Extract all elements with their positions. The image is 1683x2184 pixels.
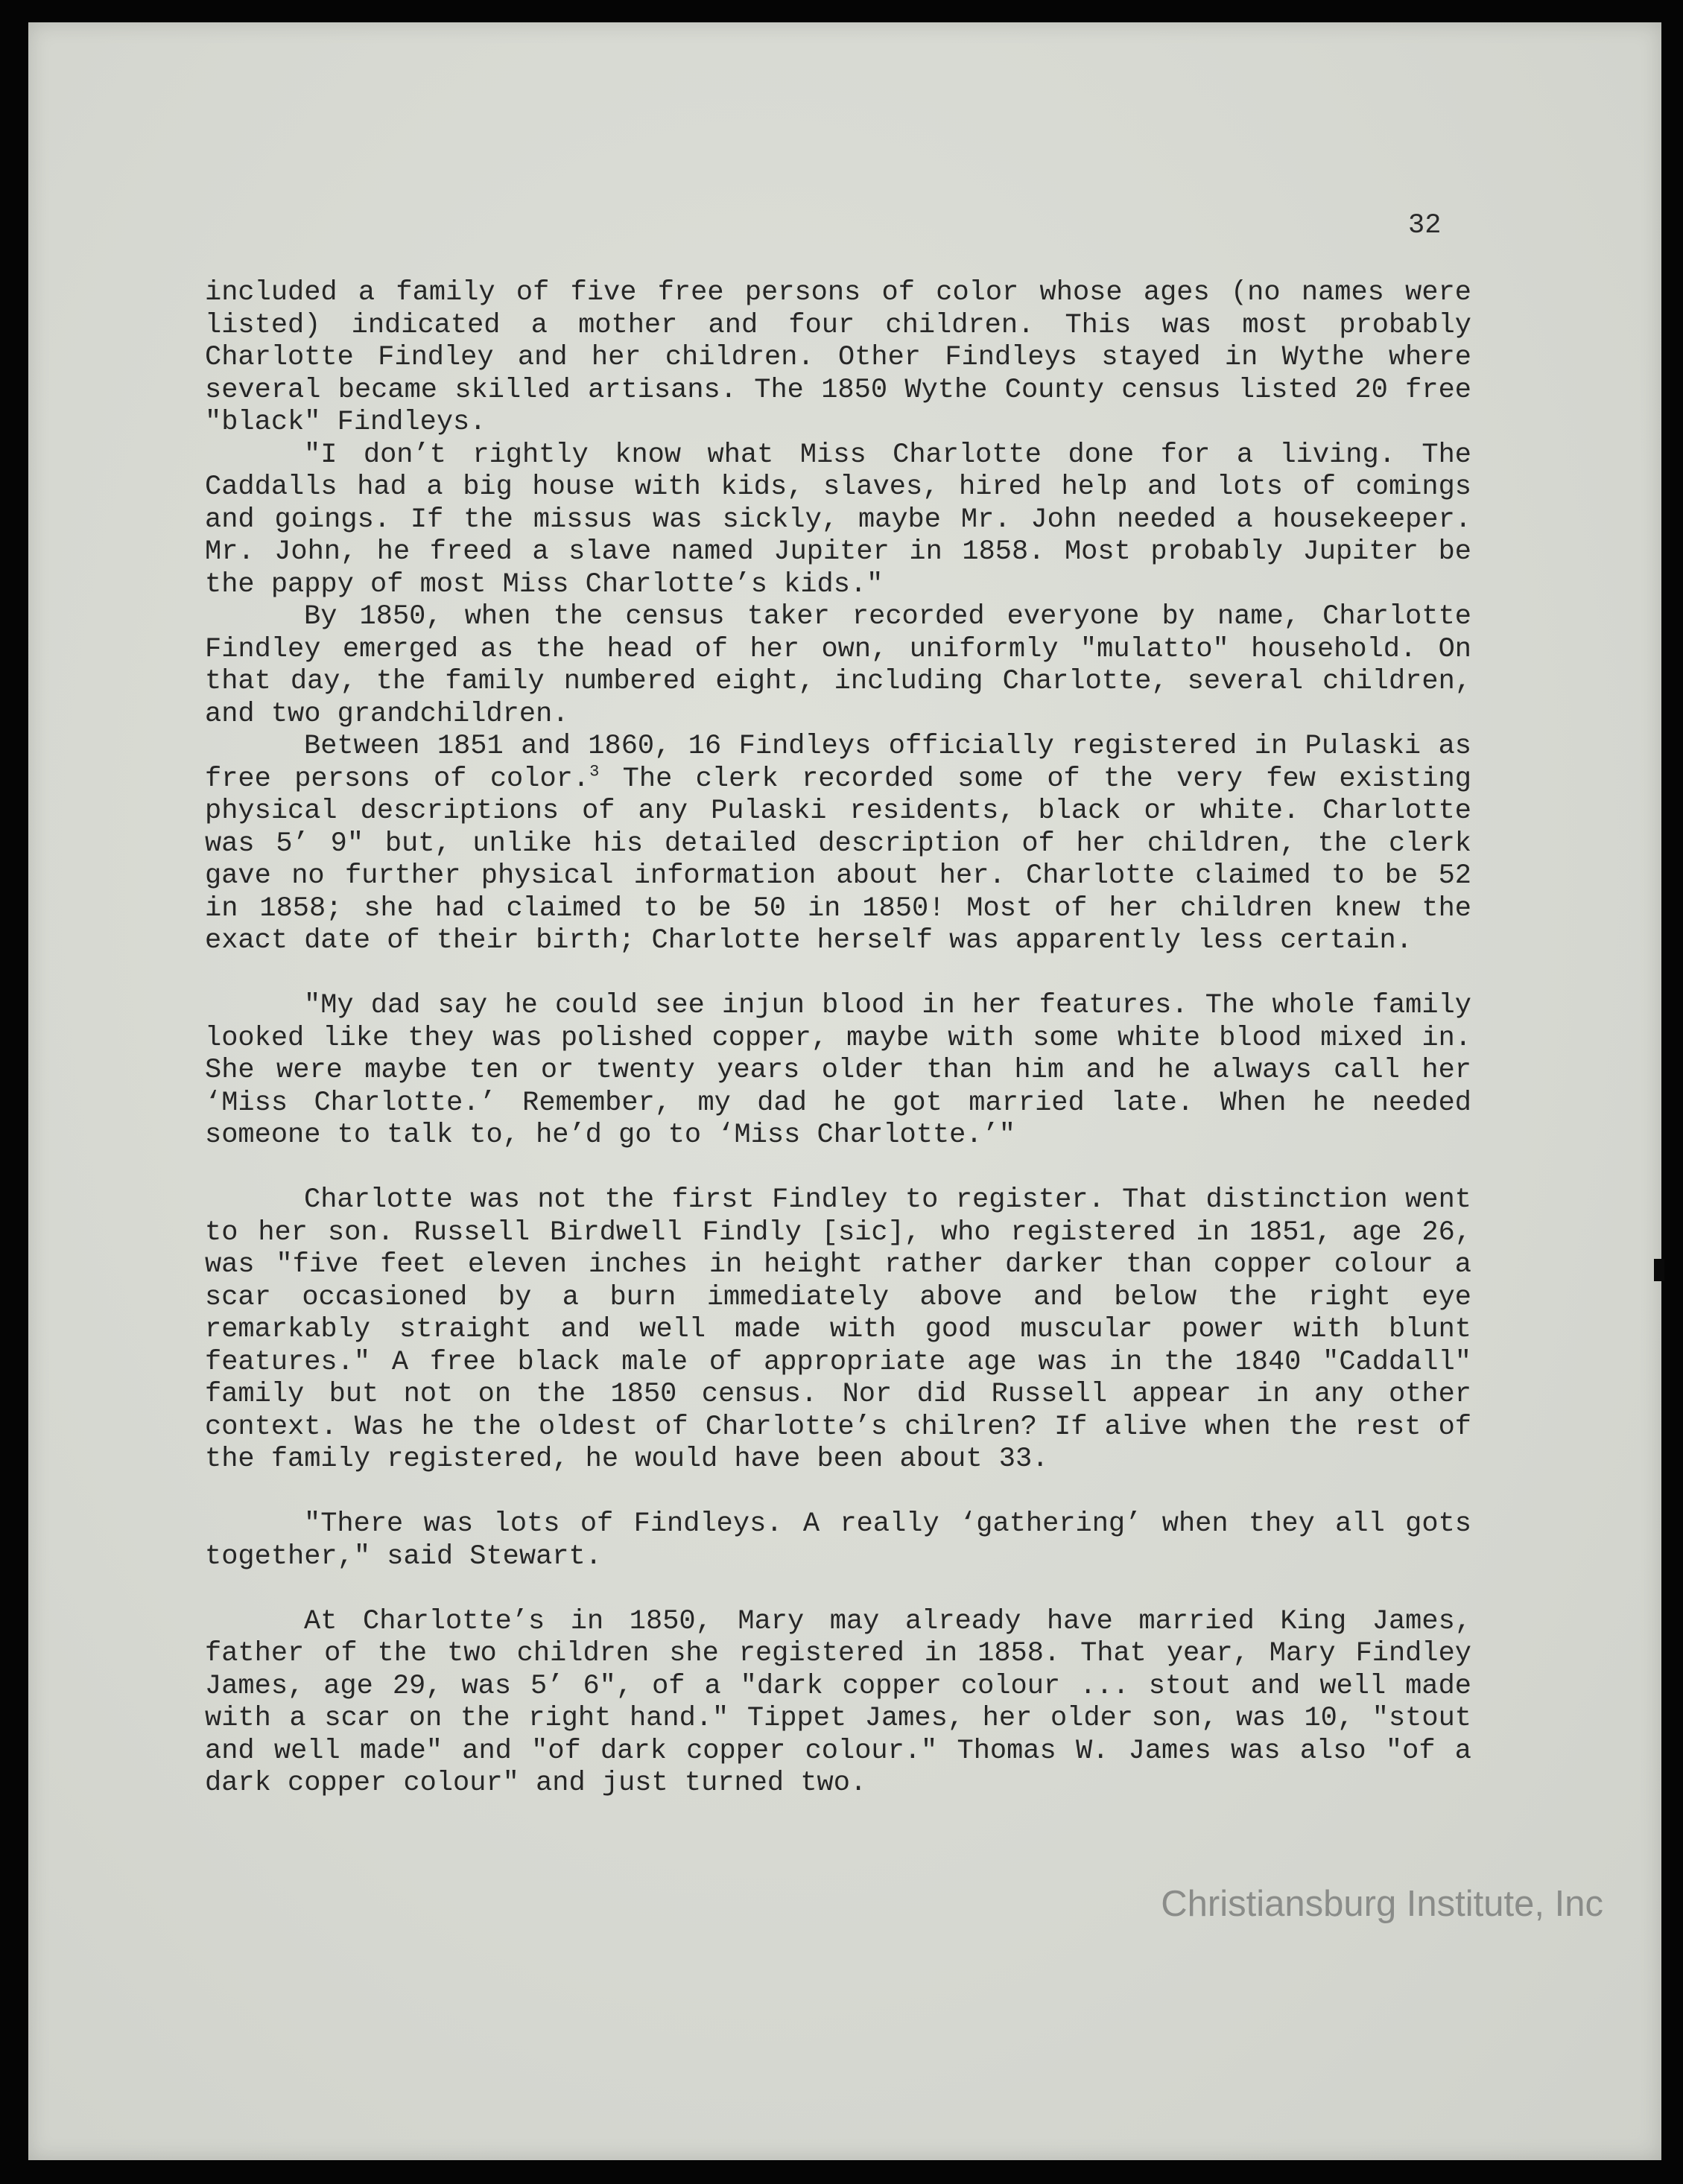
paragraph-1850-census: By 1850, when the census taker recorded everyone by name, Charlotte Findley emerged as the head of her own, uniformly "mulatto" household. On that day, the family numbered eight, including Charlotte, several children, and two grandchildren. [205, 601, 1471, 730]
paragraph-registrations-end: The clerk recorded some of the very few existing physical descriptions of any Pulaski residents, black or white. Charlotte was 5’ 9" but, unlike his detailed description of her children, the clerk gave no further physical information about her. Charlotte claimed to be 52 in 1858; she had claimed to be 50 in 1850! Most of her children knew the exact date of their birth; Charlotte herself was apparently less certain. [205, 763, 1471, 956]
page-number: 32 [1408, 210, 1442, 241]
paragraph-mary-findley-james: At Charlotte’s in 1850, Mary may already have married King James, father of the two children she registered in 1858. That year, Mary Findley James, age 29, was 5’ 6", of a "dark copper colour ... stout and well made with a scar on the right hand." Tippet James, her older son, was 10, "stout and well made" and "of dark copper colour." Thomas W. James was also "of a dark copper colour" and just turned two. [205, 1605, 1471, 1799]
paragraph-quote-injun-blood: "My dad say he could see injun blood in her features. The whole family looked like they was polished copper, maybe with some white blood mixed in. She were maybe ten or twenty years older than him and he always call her ‘Miss Charlotte.’ Remember, my dad he got married late. When he needed someone to talk to, he’d go to ‘Miss Charlotte.’" [205, 990, 1471, 1151]
paragraph-quote-stewart: "There was lots of Findleys. A really ‘gathering’ when they all gots together," said Stewart. [205, 1508, 1471, 1572]
paragraph-quote-charlotte-living: "I don’t rightly know what Miss Charlotte done for a living. The Caddalls had a big house with kids, slaves, hired help and lots of comings and goings. If the missus was sickly, maybe Mr. John needed a housekeeper. Mr. John, he freed a slave named Jupiter in 1858. Most probably Jupiter be the pappy of most Miss Charlotte’s kids." [205, 439, 1471, 600]
paragraph-continued: included a family of five free persons of color whose ages (no names were listed) indicated a mother and four children. This was most probably Charlotte Findley and her children. Other Findleys stayed in Wythe where several became skilled artisans. The 1850 Wythe County census listed 20 free "black" Findleys. [205, 277, 1471, 438]
document-body [205, 277, 1471, 1800]
footnote-marker: 3 [589, 762, 600, 781]
paper-edge-notch [1654, 1259, 1664, 1281]
paragraph-russell-findly: Charlotte was not the first Findley to register. That distinction went to her son. Russell Birdwell Findly [sic], who registered in 1851, age 26, was "five feet eleven inches in height rather darker than copper colour a scar occasioned by a burn immediately above and below the right eye remarkably straight and well made with good muscular power with blunt features." A free black male of appropriate age was in the 1840 "Caddall" family but not on the 1850 census. Nor did Russell appear in any other context. Was he the oldest of Charlotte’s chilren? If alive when the rest of the family registered, he would have been about 33. [205, 1184, 1471, 1475]
paragraph-registrations-start: Between 1851 and 1860, 16 Findleys officially registered in Pulaski as free persons of color. [205, 731, 1471, 795]
paragraph-registrations [205, 731, 1471, 958]
watermark: Christiansburg Institute, Inc [1161, 1884, 1603, 1924]
